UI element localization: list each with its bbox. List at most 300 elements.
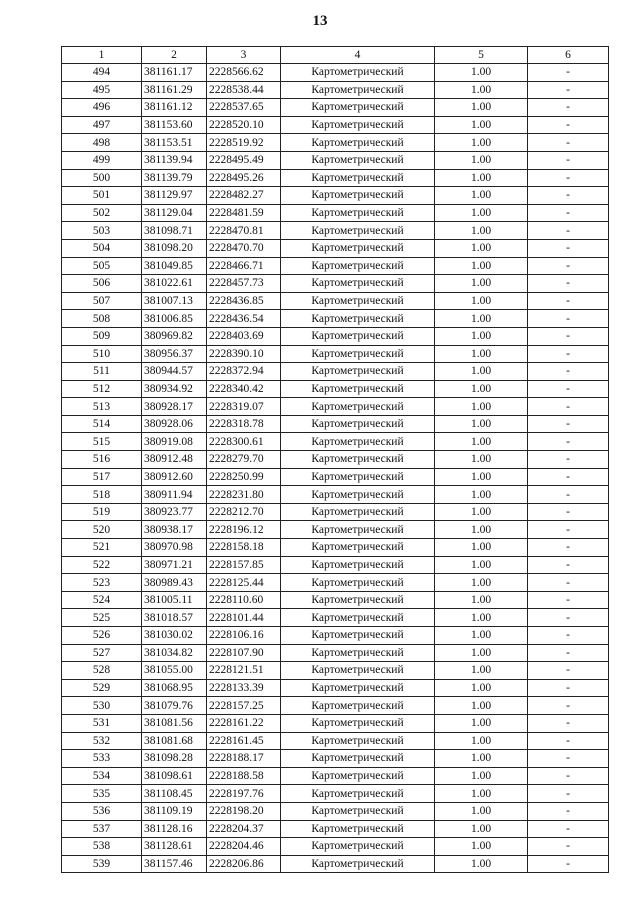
x-coordinate-cell: 381098.20 xyxy=(142,239,207,257)
accuracy-cell: 1.00 xyxy=(435,116,528,134)
point-number-cell: 533 xyxy=(62,750,142,768)
note-cell: - xyxy=(528,363,609,381)
table-row xyxy=(62,327,609,345)
note-cell: - xyxy=(528,310,609,328)
method-cell: Картометрический xyxy=(281,556,435,574)
accuracy-cell: 1.00 xyxy=(435,451,528,469)
x-coordinate-cell: 380923.77 xyxy=(142,503,207,521)
y-coordinate-cell: 2228520.10 xyxy=(207,116,281,134)
note-cell: - xyxy=(528,679,609,697)
point-number-cell: 494 xyxy=(62,64,142,82)
table-row xyxy=(62,187,609,205)
x-coordinate-cell: 380970.98 xyxy=(142,539,207,557)
point-number-cell: 537 xyxy=(62,820,142,838)
coordinates-table xyxy=(61,46,609,873)
point-number-cell: 500 xyxy=(62,169,142,187)
x-coordinate-cell: 381049.85 xyxy=(142,257,207,275)
method-cell: Картометрический xyxy=(281,486,435,504)
y-coordinate-cell: 2228158.18 xyxy=(207,539,281,557)
accuracy-cell: 1.00 xyxy=(435,697,528,715)
y-coordinate-cell: 2228197.76 xyxy=(207,785,281,803)
accuracy-cell: 1.00 xyxy=(435,838,528,856)
note-cell: - xyxy=(528,503,609,521)
table-row xyxy=(62,116,609,134)
x-coordinate-cell: 380938.17 xyxy=(142,521,207,539)
y-coordinate-cell: 2228495.49 xyxy=(207,151,281,169)
note-cell: - xyxy=(528,451,609,469)
note-cell: - xyxy=(528,750,609,768)
y-coordinate-cell: 2228188.58 xyxy=(207,767,281,785)
x-coordinate-cell: 380934.92 xyxy=(142,380,207,398)
point-number-cell: 534 xyxy=(62,767,142,785)
x-coordinate-cell: 380911.94 xyxy=(142,486,207,504)
x-coordinate-cell: 381161.29 xyxy=(142,81,207,99)
point-number-cell: 524 xyxy=(62,591,142,609)
y-coordinate-cell: 2228279.70 xyxy=(207,451,281,469)
x-coordinate-cell: 381161.12 xyxy=(142,99,207,117)
note-cell: - xyxy=(528,204,609,222)
x-coordinate-cell: 381034.82 xyxy=(142,644,207,662)
method-cell: Картометрический xyxy=(281,275,435,293)
point-number-cell: 505 xyxy=(62,257,142,275)
x-coordinate-cell: 381108.45 xyxy=(142,785,207,803)
y-coordinate-cell: 2228106.16 xyxy=(207,627,281,645)
x-coordinate-cell: 380971.21 xyxy=(142,556,207,574)
method-cell: Картометрический xyxy=(281,64,435,82)
point-number-cell: 527 xyxy=(62,644,142,662)
table-row xyxy=(62,292,609,310)
note-cell: - xyxy=(528,81,609,99)
method-cell: Картометрический xyxy=(281,169,435,187)
x-coordinate-cell: 381055.00 xyxy=(142,662,207,680)
table-row xyxy=(62,820,609,838)
accuracy-cell: 1.00 xyxy=(435,99,528,117)
header-cell-4: 4 xyxy=(281,47,435,64)
y-coordinate-cell: 2228390.10 xyxy=(207,345,281,363)
accuracy-cell: 1.00 xyxy=(435,292,528,310)
accuracy-cell: 1.00 xyxy=(435,398,528,416)
y-coordinate-cell: 2228250.99 xyxy=(207,468,281,486)
point-number-cell: 506 xyxy=(62,275,142,293)
point-number-cell: 517 xyxy=(62,468,142,486)
x-coordinate-cell: 380912.60 xyxy=(142,468,207,486)
accuracy-cell: 1.00 xyxy=(435,521,528,539)
accuracy-cell: 1.00 xyxy=(435,591,528,609)
y-coordinate-cell: 2228157.25 xyxy=(207,697,281,715)
y-coordinate-cell: 2228212.70 xyxy=(207,503,281,521)
table-row xyxy=(62,539,609,557)
x-coordinate-cell: 381022.61 xyxy=(142,275,207,293)
note-cell: - xyxy=(528,820,609,838)
accuracy-cell: 1.00 xyxy=(435,222,528,240)
header-cell-6: 6 xyxy=(528,47,609,64)
method-cell: Картометрический xyxy=(281,574,435,592)
accuracy-cell: 1.00 xyxy=(435,802,528,820)
point-number-cell: 514 xyxy=(62,415,142,433)
y-coordinate-cell: 2228107.90 xyxy=(207,644,281,662)
point-number-cell: 495 xyxy=(62,81,142,99)
note-cell: - xyxy=(528,539,609,557)
x-coordinate-cell: 381098.28 xyxy=(142,750,207,768)
accuracy-cell: 1.00 xyxy=(435,433,528,451)
table-row xyxy=(62,222,609,240)
note-cell: - xyxy=(528,169,609,187)
accuracy-cell: 1.00 xyxy=(435,134,528,152)
note-cell: - xyxy=(528,345,609,363)
x-coordinate-cell: 381129.97 xyxy=(142,187,207,205)
method-cell: Картометрический xyxy=(281,451,435,469)
accuracy-cell: 1.00 xyxy=(435,486,528,504)
note-cell: - xyxy=(528,627,609,645)
table-row xyxy=(62,574,609,592)
y-coordinate-cell: 2228318.78 xyxy=(207,415,281,433)
table-row xyxy=(62,697,609,715)
accuracy-cell: 1.00 xyxy=(435,627,528,645)
point-number-cell: 538 xyxy=(62,838,142,856)
method-cell: Картометрический xyxy=(281,679,435,697)
method-cell: Картометрический xyxy=(281,81,435,99)
accuracy-cell: 1.00 xyxy=(435,750,528,768)
accuracy-cell: 1.00 xyxy=(435,644,528,662)
y-coordinate-cell: 2228566.62 xyxy=(207,64,281,82)
header-cell-1: 1 xyxy=(62,47,142,64)
y-coordinate-cell: 2228157.85 xyxy=(207,556,281,574)
x-coordinate-cell: 381157.46 xyxy=(142,855,207,873)
y-coordinate-cell: 2228188.17 xyxy=(207,750,281,768)
accuracy-cell: 1.00 xyxy=(435,257,528,275)
accuracy-cell: 1.00 xyxy=(435,169,528,187)
point-number-cell: 499 xyxy=(62,151,142,169)
method-cell: Картометрический xyxy=(281,802,435,820)
table-row xyxy=(62,239,609,257)
note-cell: - xyxy=(528,855,609,873)
point-number-cell: 510 xyxy=(62,345,142,363)
method-cell: Картометрический xyxy=(281,591,435,609)
method-cell: Картометрический xyxy=(281,134,435,152)
method-cell: Картометрический xyxy=(281,662,435,680)
table-row xyxy=(62,556,609,574)
y-coordinate-cell: 2228206.86 xyxy=(207,855,281,873)
method-cell: Картометрический xyxy=(281,503,435,521)
method-cell: Картометрический xyxy=(281,99,435,117)
accuracy-cell: 1.00 xyxy=(435,151,528,169)
point-number-cell: 509 xyxy=(62,327,142,345)
table-row xyxy=(62,767,609,785)
method-cell: Картометрический xyxy=(281,644,435,662)
accuracy-cell: 1.00 xyxy=(435,820,528,838)
method-cell: Картометрический xyxy=(281,468,435,486)
y-coordinate-cell: 2228466.71 xyxy=(207,257,281,275)
x-coordinate-cell: 381139.94 xyxy=(142,151,207,169)
method-cell: Картометрический xyxy=(281,820,435,838)
table-row xyxy=(62,380,609,398)
table-row xyxy=(62,802,609,820)
table-row xyxy=(62,503,609,521)
method-cell: Картометрический xyxy=(281,380,435,398)
point-number-cell: 503 xyxy=(62,222,142,240)
point-number-cell: 519 xyxy=(62,503,142,521)
accuracy-cell: 1.00 xyxy=(435,785,528,803)
accuracy-cell: 1.00 xyxy=(435,679,528,697)
accuracy-cell: 1.00 xyxy=(435,239,528,257)
point-number-cell: 516 xyxy=(62,451,142,469)
accuracy-cell: 1.00 xyxy=(435,64,528,82)
x-coordinate-cell: 381068.95 xyxy=(142,679,207,697)
y-coordinate-cell: 2228204.46 xyxy=(207,838,281,856)
point-number-cell: 525 xyxy=(62,609,142,627)
x-coordinate-cell: 381005.11 xyxy=(142,591,207,609)
note-cell: - xyxy=(528,275,609,293)
y-coordinate-cell: 2228121.51 xyxy=(207,662,281,680)
point-number-cell: 507 xyxy=(62,292,142,310)
table-header xyxy=(62,47,609,64)
note-cell: - xyxy=(528,64,609,82)
header-cell-5: 5 xyxy=(435,47,528,64)
note-cell: - xyxy=(528,556,609,574)
table-row xyxy=(62,679,609,697)
method-cell: Картометрический xyxy=(281,292,435,310)
accuracy-cell: 1.00 xyxy=(435,539,528,557)
table-row xyxy=(62,363,609,381)
point-number-cell: 497 xyxy=(62,116,142,134)
accuracy-cell: 1.00 xyxy=(435,363,528,381)
note-cell: - xyxy=(528,732,609,750)
note-cell: - xyxy=(528,239,609,257)
point-number-cell: 530 xyxy=(62,697,142,715)
y-coordinate-cell: 2228133.39 xyxy=(207,679,281,697)
table-row xyxy=(62,750,609,768)
y-coordinate-cell: 2228125.44 xyxy=(207,574,281,592)
method-cell: Картометрический xyxy=(281,433,435,451)
accuracy-cell: 1.00 xyxy=(435,345,528,363)
y-coordinate-cell: 2228198.20 xyxy=(207,802,281,820)
table-row xyxy=(62,204,609,222)
accuracy-cell: 1.00 xyxy=(435,327,528,345)
x-coordinate-cell: 380912.48 xyxy=(142,451,207,469)
note-cell: - xyxy=(528,644,609,662)
note-cell: - xyxy=(528,116,609,134)
point-number-cell: 532 xyxy=(62,732,142,750)
x-coordinate-cell: 381030.02 xyxy=(142,627,207,645)
x-coordinate-cell: 381109.19 xyxy=(142,802,207,820)
y-coordinate-cell: 2228161.45 xyxy=(207,732,281,750)
point-number-cell: 531 xyxy=(62,714,142,732)
method-cell: Картометрический xyxy=(281,222,435,240)
point-number-cell: 512 xyxy=(62,380,142,398)
point-number-cell: 513 xyxy=(62,398,142,416)
accuracy-cell: 1.00 xyxy=(435,204,528,222)
table-row xyxy=(62,627,609,645)
y-coordinate-cell: 2228470.81 xyxy=(207,222,281,240)
note-cell: - xyxy=(528,785,609,803)
method-cell: Картометрический xyxy=(281,310,435,328)
point-number-cell: 501 xyxy=(62,187,142,205)
x-coordinate-cell: 381098.61 xyxy=(142,767,207,785)
method-cell: Картометрический xyxy=(281,239,435,257)
table-row xyxy=(62,415,609,433)
method-cell: Картометрический xyxy=(281,116,435,134)
x-coordinate-cell: 380944.57 xyxy=(142,363,207,381)
x-coordinate-cell: 381007.13 xyxy=(142,292,207,310)
header-row xyxy=(62,47,609,64)
accuracy-cell: 1.00 xyxy=(435,556,528,574)
point-number-cell: 536 xyxy=(62,802,142,820)
table-row xyxy=(62,275,609,293)
y-coordinate-cell: 2228340.42 xyxy=(207,380,281,398)
method-cell: Картометрический xyxy=(281,327,435,345)
accuracy-cell: 1.00 xyxy=(435,415,528,433)
note-cell: - xyxy=(528,151,609,169)
table-row xyxy=(62,451,609,469)
point-number-cell: 523 xyxy=(62,574,142,592)
y-coordinate-cell: 2228457.73 xyxy=(207,275,281,293)
method-cell: Картометрический xyxy=(281,398,435,416)
note-cell: - xyxy=(528,662,609,680)
note-cell: - xyxy=(528,468,609,486)
x-coordinate-cell: 380928.17 xyxy=(142,398,207,416)
accuracy-cell: 1.00 xyxy=(435,468,528,486)
note-cell: - xyxy=(528,714,609,732)
x-coordinate-cell: 380969.82 xyxy=(142,327,207,345)
point-number-cell: 511 xyxy=(62,363,142,381)
accuracy-cell: 1.00 xyxy=(435,310,528,328)
y-coordinate-cell: 2228300.61 xyxy=(207,433,281,451)
table-row xyxy=(62,785,609,803)
point-number-cell: 504 xyxy=(62,239,142,257)
table-row xyxy=(62,486,609,504)
method-cell: Картометрический xyxy=(281,732,435,750)
table-row xyxy=(62,732,609,750)
method-cell: Картометрический xyxy=(281,609,435,627)
y-coordinate-cell: 2228403.69 xyxy=(207,327,281,345)
x-coordinate-cell: 381161.17 xyxy=(142,64,207,82)
x-coordinate-cell: 381129.04 xyxy=(142,204,207,222)
x-coordinate-cell: 381153.51 xyxy=(142,134,207,152)
point-number-cell: 526 xyxy=(62,627,142,645)
note-cell: - xyxy=(528,398,609,416)
table-row xyxy=(62,169,609,187)
note-cell: - xyxy=(528,292,609,310)
y-coordinate-cell: 2228495.26 xyxy=(207,169,281,187)
y-coordinate-cell: 2228519.92 xyxy=(207,134,281,152)
x-coordinate-cell: 380956.37 xyxy=(142,345,207,363)
note-cell: - xyxy=(528,99,609,117)
method-cell: Картометрический xyxy=(281,257,435,275)
point-number-cell: 498 xyxy=(62,134,142,152)
x-coordinate-cell: 381128.16 xyxy=(142,820,207,838)
table-row xyxy=(62,81,609,99)
method-cell: Картометрический xyxy=(281,785,435,803)
y-coordinate-cell: 2228481.59 xyxy=(207,204,281,222)
point-number-cell: 520 xyxy=(62,521,142,539)
x-coordinate-cell: 380928.06 xyxy=(142,415,207,433)
x-coordinate-cell: 381081.56 xyxy=(142,714,207,732)
table-row xyxy=(62,855,609,873)
accuracy-cell: 1.00 xyxy=(435,732,528,750)
accuracy-cell: 1.00 xyxy=(435,187,528,205)
x-coordinate-cell: 381018.57 xyxy=(142,609,207,627)
note-cell: - xyxy=(528,257,609,275)
header-cell-3: 3 xyxy=(207,47,281,64)
method-cell: Картометрический xyxy=(281,415,435,433)
method-cell: Картометрический xyxy=(281,714,435,732)
table-row xyxy=(62,521,609,539)
point-number-cell: 518 xyxy=(62,486,142,504)
method-cell: Картометрический xyxy=(281,521,435,539)
y-coordinate-cell: 2228372.94 xyxy=(207,363,281,381)
x-coordinate-cell: 381081.68 xyxy=(142,732,207,750)
x-coordinate-cell: 381098.71 xyxy=(142,222,207,240)
table-row xyxy=(62,591,609,609)
note-cell: - xyxy=(528,433,609,451)
table-row xyxy=(62,257,609,275)
table-row xyxy=(62,398,609,416)
note-cell: - xyxy=(528,574,609,592)
accuracy-cell: 1.00 xyxy=(435,81,528,99)
note-cell: - xyxy=(528,838,609,856)
note-cell: - xyxy=(528,134,609,152)
point-number-cell: 496 xyxy=(62,99,142,117)
point-number-cell: 529 xyxy=(62,679,142,697)
accuracy-cell: 1.00 xyxy=(435,609,528,627)
table-row xyxy=(62,609,609,627)
table-row xyxy=(62,644,609,662)
point-number-cell: 521 xyxy=(62,539,142,557)
x-coordinate-cell: 380919.08 xyxy=(142,433,207,451)
method-cell: Картометрический xyxy=(281,767,435,785)
method-cell: Картометрический xyxy=(281,204,435,222)
method-cell: Картометрический xyxy=(281,627,435,645)
note-cell: - xyxy=(528,521,609,539)
y-coordinate-cell: 2228110.60 xyxy=(207,591,281,609)
accuracy-cell: 1.00 xyxy=(435,380,528,398)
method-cell: Картометрический xyxy=(281,539,435,557)
note-cell: - xyxy=(528,187,609,205)
x-coordinate-cell: 381079.76 xyxy=(142,697,207,715)
table-row xyxy=(62,64,609,82)
x-coordinate-cell: 381153.60 xyxy=(142,116,207,134)
note-cell: - xyxy=(528,591,609,609)
header-cell-2: 2 xyxy=(142,47,207,64)
method-cell: Картометрический xyxy=(281,151,435,169)
method-cell: Картометрический xyxy=(281,855,435,873)
point-number-cell: 522 xyxy=(62,556,142,574)
y-coordinate-cell: 2228204.37 xyxy=(207,820,281,838)
method-cell: Картометрический xyxy=(281,838,435,856)
x-coordinate-cell: 380989.43 xyxy=(142,574,207,592)
note-cell: - xyxy=(528,415,609,433)
accuracy-cell: 1.00 xyxy=(435,574,528,592)
page-number: 13 xyxy=(312,13,328,29)
y-coordinate-cell: 2228482.27 xyxy=(207,187,281,205)
y-coordinate-cell: 2228231.80 xyxy=(207,486,281,504)
method-cell: Картометрический xyxy=(281,697,435,715)
note-cell: - xyxy=(528,327,609,345)
accuracy-cell: 1.00 xyxy=(435,714,528,732)
y-coordinate-cell: 2228538.44 xyxy=(207,81,281,99)
point-number-cell: 515 xyxy=(62,433,142,451)
accuracy-cell: 1.00 xyxy=(435,275,528,293)
table-body xyxy=(62,64,609,873)
note-cell: - xyxy=(528,697,609,715)
note-cell: - xyxy=(528,802,609,820)
table-row xyxy=(62,134,609,152)
y-coordinate-cell: 2228537.65 xyxy=(207,99,281,117)
table-row xyxy=(62,714,609,732)
table-row xyxy=(62,838,609,856)
x-coordinate-cell: 381006.85 xyxy=(142,310,207,328)
accuracy-cell: 1.00 xyxy=(435,767,528,785)
